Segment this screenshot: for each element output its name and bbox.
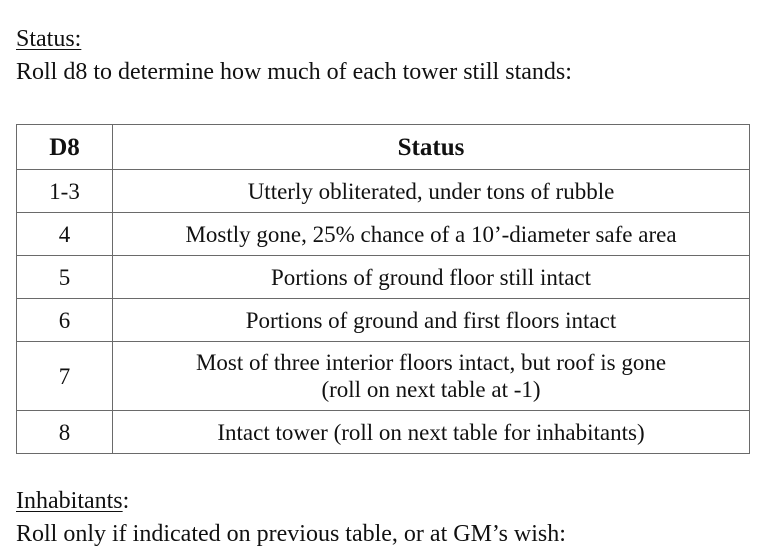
table-row (17, 256, 750, 299)
table-row (17, 213, 750, 256)
status-cell (113, 342, 750, 411)
roll-cell: 6 (17, 299, 113, 342)
status-line: Mostly gone, 25% chance of a 10’-diameter safe area (185, 221, 677, 247)
status-line: Intact tower (roll on next table for inhabitants) (217, 419, 645, 445)
table-header-row (17, 125, 750, 170)
column-header-d8: D8 (17, 125, 113, 170)
roll-cell: 4 (17, 213, 113, 256)
roll-cell: 5 (17, 256, 113, 299)
status-line: Most of three interior floors intact, but roof is gone (195, 350, 667, 375)
status-cell (113, 256, 750, 299)
roll-cell: 8 (17, 411, 113, 454)
inhabitants-heading-colon: : (122, 488, 130, 514)
roll-cell: 1-3 (17, 170, 113, 213)
status-cell (113, 170, 750, 213)
table-row (17, 342, 750, 411)
status-intro-text: Roll d8 to determine how much of each tower still stands: (16, 59, 572, 85)
inhabitants-intro-text: Roll only if indicated on previous table, or at GM’s wish: (16, 521, 566, 547)
status-table (16, 124, 750, 454)
inhabitants-heading-label: Inhabitants (16, 488, 123, 514)
column-header-status: Status (113, 125, 750, 170)
status-line: (roll on next table at -1) (321, 377, 541, 402)
status-line: Portions of ground floor still intact (270, 264, 592, 290)
table-row (17, 299, 750, 342)
roll-cell: 7 (17, 342, 113, 411)
status-heading: Status: (16, 26, 82, 52)
inhabitants-heading (16, 486, 129, 516)
status-line: Portions of ground and first floors intact (245, 307, 617, 333)
status-line: Utterly obliterated, under tons of rubble (247, 178, 615, 204)
status-cell (113, 299, 750, 342)
status-cell (113, 213, 750, 256)
status-cell (113, 411, 750, 454)
table-row (17, 411, 750, 454)
table-row (17, 170, 750, 213)
